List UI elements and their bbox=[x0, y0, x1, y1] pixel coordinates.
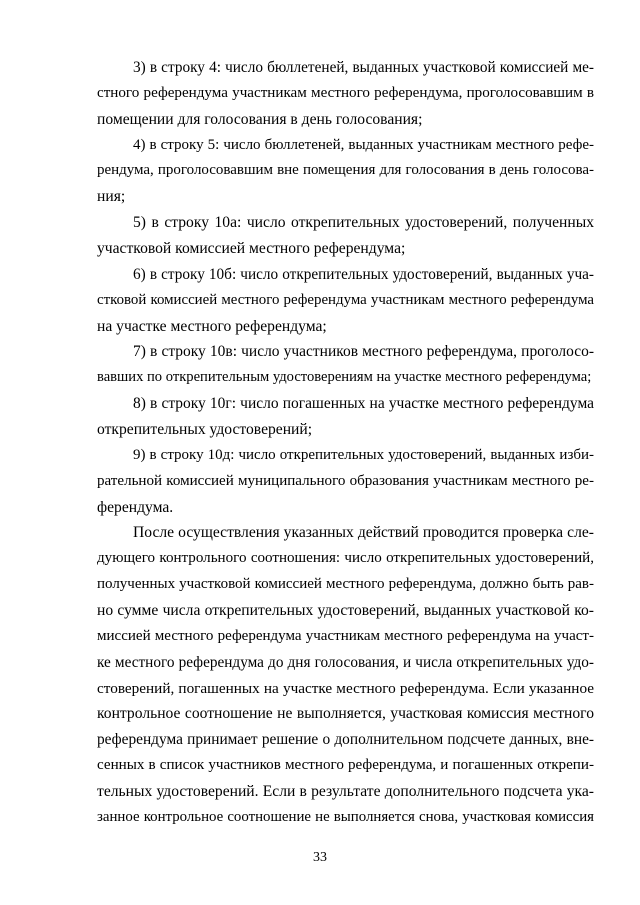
text-line: открепительных удостоверений; bbox=[97, 421, 313, 439]
text-line: стного референдума участникам местного референдума, проголосовавшим в bbox=[97, 84, 594, 101]
text-line: помещении для голосования в день голосования; bbox=[97, 110, 423, 128]
text-line: контрольное соотношение не выполняется, участковая комиссия местного bbox=[97, 705, 594, 723]
text-line: дующего контрольного соотношения: число открепительных удостоверений, bbox=[97, 550, 594, 567]
text-line: вавших по открепительным удостоверениям на участке местного референдума; bbox=[97, 369, 592, 386]
text-line: рательной комиссией муниципального образования участникам местного ре- bbox=[97, 472, 594, 489]
text-line: рендума, проголосовавшим вне помещения для голосования в день голосова- bbox=[97, 162, 594, 179]
text-line: ния; bbox=[97, 188, 126, 206]
text-line: полученных участковой комиссией местного референдума, должно быть рав- bbox=[97, 576, 594, 593]
body-text bbox=[97, 55, 594, 831]
text-line: участковой комиссией местного референдума; bbox=[97, 240, 406, 258]
text-line: 3) в строку 4: число бюллетеней, выданных участковой комиссией ме- bbox=[133, 59, 594, 76]
text-line: но сумме числа открепительных удостоверений, выданных участковой ко- bbox=[97, 602, 594, 620]
text-line: стковой комиссией местного референдума участникам местного референдума bbox=[97, 291, 594, 308]
text-line: 8) в строку 10г: число погашенных на участке местного референдума bbox=[133, 395, 594, 413]
text-line: 9) в строку 10д: число открепительных удостоверений, выданных изби- bbox=[133, 446, 594, 463]
text-line: ферендума. bbox=[97, 498, 174, 516]
text-line: миссией местного референдума участникам местного референдума на участ- bbox=[97, 627, 594, 644]
text-line: 7) в строку 10в: число участников местного референдума, проголосо- bbox=[133, 343, 594, 361]
text-line: ке местного референдума до дня голосования, и числа открепительных удо- bbox=[97, 653, 594, 671]
text-line: После осуществления указанных действий проводится проверка сле- bbox=[133, 524, 594, 542]
text-line: сенных в список участников местного референдума, и погашенных открепи- bbox=[97, 757, 594, 774]
text-line: стоверений, погашенных на участке местного референдума. Если указанное bbox=[97, 679, 594, 697]
text-line: тельных удостоверений. Если в результате дополнительного подсчета ука- bbox=[97, 783, 594, 801]
text-line: 5) в строку 10а: число открепительных удостоверений, полученных bbox=[133, 214, 594, 232]
text-line: референдума принимает решение о дополнительном подсчете данных, вне- bbox=[97, 731, 594, 749]
text-line: занное контрольное соотношение не выполняется снова, участковая комиссия bbox=[97, 808, 594, 825]
text-line: 4) в строку 5: число бюллетеней, выданных участникам местного рефе- bbox=[133, 136, 594, 153]
text-line: на участке местного референдума; bbox=[97, 317, 327, 335]
text-line: 6) в строку 10б: число открепительных удостоверений, выданных уча- bbox=[133, 265, 594, 283]
page-number: 33 bbox=[313, 850, 327, 865]
